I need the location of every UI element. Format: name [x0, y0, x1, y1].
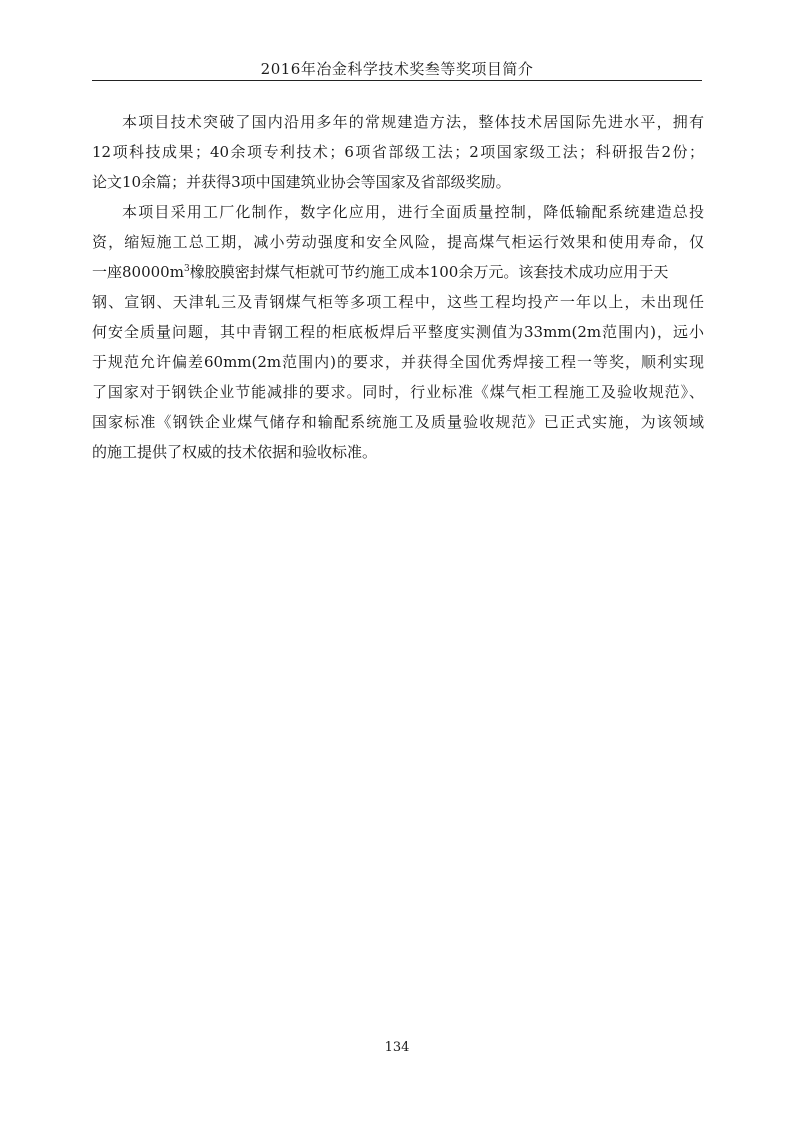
paragraph-2-line-8: 国家标准《钢铁企业煤气储存和输配系统施工及质量验收规范》已正式实施，为该领域 — [92, 413, 704, 431]
page-header-title: 2016年冶金科学技术奖叁等奖项目简介 — [260, 60, 534, 78]
header-divider — [92, 80, 702, 81]
volume-text: 一座80000m — [92, 263, 184, 281]
paragraph-1-line-1: 本项目技术突破了国内沿用多年的常规建造方法，整体技术居国际先进水平，拥有 — [122, 113, 704, 131]
paragraph-2-line-2: 资，缩短施工总工期，减小劳动强度和安全风险，提高煤气柜运行效果和使用寿命，仅 — [92, 233, 704, 251]
paragraph-1-line-3: 论文10余篇；并获得3项中国建筑业协会等国家及省部级奖励。 — [92, 173, 511, 191]
cubic-superscript: 3 — [183, 264, 190, 274]
paragraph-2-line-6: 于规范允许偏差60mm(2m范围内)的要求，并获得全国优秀焊接工程一等奖，顺利实现 — [92, 353, 704, 371]
paragraph-2-line-1: 本项目采用工厂化制作，数字化应用，进行全面质量控制，降低输配系统建造总投 — [122, 203, 704, 221]
volume-text-continued: 橡胶膜密封煤气柜就可节约施工成本100余万元。该套技术成功应用于天 — [189, 263, 669, 281]
paragraph-2-line-7: 了国家对于钢铁企业节能减排的要求。同时，行业标准《煤气柜工程施工及验收规范》、 — [92, 383, 704, 401]
paragraph-1-line-2: 12项科技成果；40余项专利技术；6项省部级工法；2项国家级工法；科研报告2份； — [92, 143, 704, 161]
page-number: 134 — [384, 1040, 410, 1055]
paragraph-2-line-9: 的施工提供了权威的技术依据和验收标准。 — [92, 443, 378, 461]
paragraph-2-line-4: 钢、宣钢、天津轧三及青钢煤气柜等多项工程中，这些工程均投产一年以上，未出现任 — [92, 293, 704, 311]
paragraph-2-line-5: 何安全质量问题，其中青钢工程的柜底板焊后平整度实测值为33mm(2m范围内)，远小 — [92, 323, 704, 341]
document-body — [92, 107, 704, 467]
paragraph-2-line-3 — [92, 257, 704, 287]
